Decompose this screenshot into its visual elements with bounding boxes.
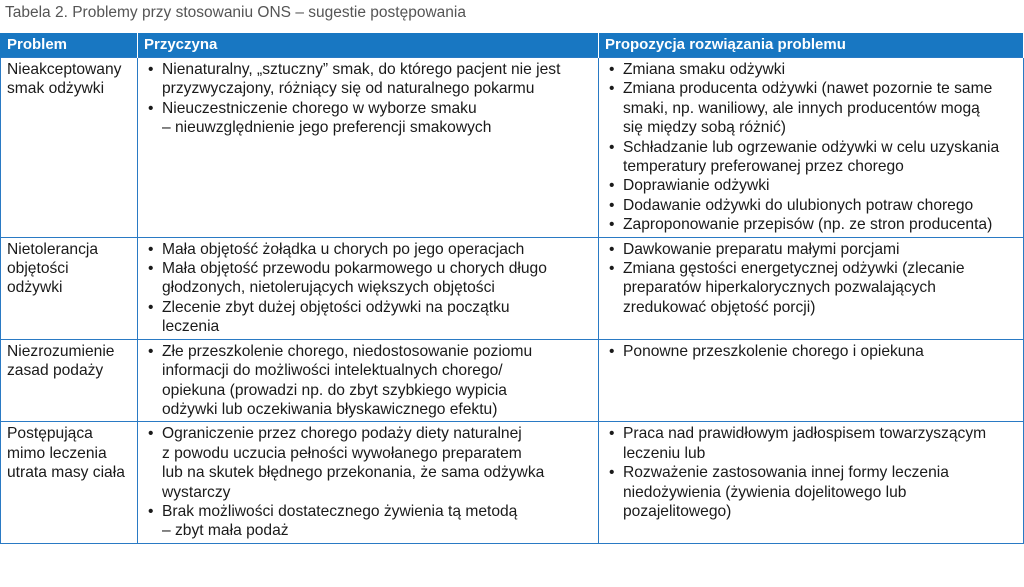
- problem-line: Nieakceptowany: [7, 61, 122, 78]
- solution-item: [623, 176, 1018, 195]
- solution-line: • Schładzanie lub ogrzewanie odżywki w celu uzyskania: [623, 138, 1000, 156]
- cause-line: opiekuna (prowadzi np. do zbyt szybkiego wypicia: [162, 381, 507, 399]
- cause-cell: [138, 58, 599, 238]
- cause-line: – nieuwzględnienie jego preferencji smakowych: [162, 119, 492, 137]
- solution-line: • Zaproponowanie przepisów (np. ze stron producenta): [623, 216, 993, 234]
- solution-list: [605, 342, 1018, 361]
- cause-list: [144, 240, 593, 337]
- solution-line: niedożywienia (żywienia dojelitowego lub: [623, 483, 907, 501]
- solution-item: [623, 196, 1018, 215]
- cause-line: informacji do możliwości intelektualnych chorego/: [162, 362, 503, 380]
- cause-line: • Ograniczenie przez chorego podaży diety naturalnej: [162, 425, 522, 443]
- solution-line: • Zmiana gęstości energetycznej odżywki (zlecanie: [623, 260, 965, 278]
- cause-line: odżywki lub oczekiwania błyskawicznego efektu): [162, 400, 498, 418]
- cause-item: [162, 60, 593, 99]
- table-header-row: [1, 33, 1024, 58]
- solution-line: • Dawkowanie preparatu małymi porcjami: [623, 240, 900, 258]
- header-problem: Problem: [1, 33, 138, 58]
- solution-line: • Praca nad prawidłowym jadłospisem towarzyszącym: [623, 425, 987, 443]
- cause-line: • Nienaturalny, „sztuczny” smak, do którego pacjent nie jest: [162, 61, 561, 78]
- cause-cell: [138, 237, 599, 339]
- solution-line: • Dodawanie odżywki do ulubionych potraw chorego: [623, 196, 974, 214]
- solution-line: pozajelitowego): [623, 502, 732, 520]
- cause-item: [162, 342, 593, 420]
- problem-line: objętości: [7, 260, 69, 278]
- cause-cell: [138, 339, 599, 422]
- solution-line: smaki, np. waniliowy, ale innych producentów mogą: [623, 99, 980, 117]
- cause-line: lub na skutek błędnego przekonania, że sama odżywka: [162, 464, 545, 482]
- solution-line: • Zmiana smaku odżywki: [623, 61, 786, 78]
- cause-list: [144, 342, 593, 420]
- problem-line: Niezrozumienie: [7, 342, 115, 360]
- cause-line: przyzwyczajony, różniący się od naturalnego pokarmu: [162, 80, 535, 98]
- problem-cell: [1, 339, 138, 422]
- cause-item: [162, 298, 593, 337]
- problem-cell: [1, 422, 138, 543]
- solution-list: [605, 240, 1018, 318]
- cause-list: [144, 60, 593, 138]
- solution-item: [623, 424, 1018, 463]
- solution-line: • Zmiana producenta odżywki (nawet pozornie te same: [623, 80, 993, 98]
- table-row: [1, 339, 1024, 422]
- table-caption: Tabela 2. Problemy przy stosowaniu ONS – sugestie postępowania: [5, 4, 466, 21]
- cause-list: [144, 424, 593, 540]
- table-row: [1, 422, 1024, 543]
- header-cause: Przyczyna: [138, 33, 599, 58]
- solution-item: [623, 60, 1018, 79]
- solution-cell: [599, 58, 1024, 238]
- cause-line: • Nieuczestniczenie chorego w wyborze smaku: [162, 99, 477, 117]
- problem-line: utrata masy ciała: [7, 464, 125, 482]
- solution-line: • Doprawianie odżywki: [623, 177, 770, 195]
- solution-line: • Rozważenie zastosowania innej formy leczenia: [623, 464, 949, 482]
- cause-line: • Zlecenie zbyt dużej objętości odżywki na początku: [162, 298, 510, 316]
- solution-item: [623, 259, 1018, 317]
- solution-line: zredukować objętość porcji): [623, 298, 816, 316]
- solution-item: [623, 342, 1018, 361]
- solution-item: [623, 463, 1018, 521]
- solution-cell: [599, 339, 1024, 422]
- solution-line: leczeniu lub: [623, 444, 706, 462]
- solution-cell: [599, 237, 1024, 339]
- cause-line: – zbyt mała podaż: [162, 522, 289, 540]
- cause-line: z powodu uczucia pełności wywołanego preparatem: [162, 444, 522, 462]
- solution-item: [623, 138, 1018, 177]
- cause-line: wystarczy: [162, 483, 231, 501]
- solution-item: [623, 79, 1018, 137]
- problem-line: Nietolerancja: [7, 240, 99, 258]
- solution-line: • Ponowne przeszkolenie chorego i opiekuna: [623, 342, 924, 360]
- solution-line: preparatów hiperkalorycznych pozwalających: [623, 279, 936, 297]
- cause-item: [162, 240, 593, 259]
- problem-line: mimo leczenia: [7, 444, 107, 462]
- cause-line: • Mała objętość żołądka u chorych po jego operacjach: [162, 240, 525, 258]
- solution-item: [623, 240, 1018, 259]
- solution-item: [623, 215, 1018, 234]
- cause-cell: [138, 422, 599, 543]
- problem-cell: [1, 237, 138, 339]
- problem-line: odżywki: [7, 279, 63, 297]
- table-row: [1, 58, 1024, 238]
- table-row: [1, 237, 1024, 339]
- solution-line: się między sobą różnić): [623, 119, 786, 137]
- solution-list: [605, 424, 1018, 521]
- problem-line: Postępująca: [7, 425, 93, 443]
- cause-item: [162, 502, 593, 541]
- problem-cell: [1, 58, 138, 238]
- solution-list: [605, 60, 1018, 235]
- cause-item: [162, 259, 593, 298]
- header-solution: Propozycja rozwiązania problemu: [599, 33, 1024, 58]
- cause-line: • Brak możliwości dostatecznego żywienia tą metodą: [162, 502, 518, 520]
- cause-item: [162, 99, 593, 138]
- solution-cell: [599, 422, 1024, 543]
- problem-line: zasad podaży: [7, 362, 104, 380]
- cause-item: [162, 424, 593, 502]
- cause-line: głodzonych, nietolerujących większych objętości: [162, 279, 495, 297]
- ons-problems-table: [0, 33, 1024, 544]
- cause-line: leczenia: [162, 318, 220, 336]
- problem-line: smak odżywki: [7, 80, 105, 98]
- solution-line: temperatury preferowanej przez chorego: [623, 158, 904, 176]
- cause-line: • Mała objętość przewodu pokarmowego u chorych długo: [162, 260, 547, 278]
- cause-line: • Złe przeszkolenie chorego, niedostosowanie poziomu: [162, 342, 533, 360]
